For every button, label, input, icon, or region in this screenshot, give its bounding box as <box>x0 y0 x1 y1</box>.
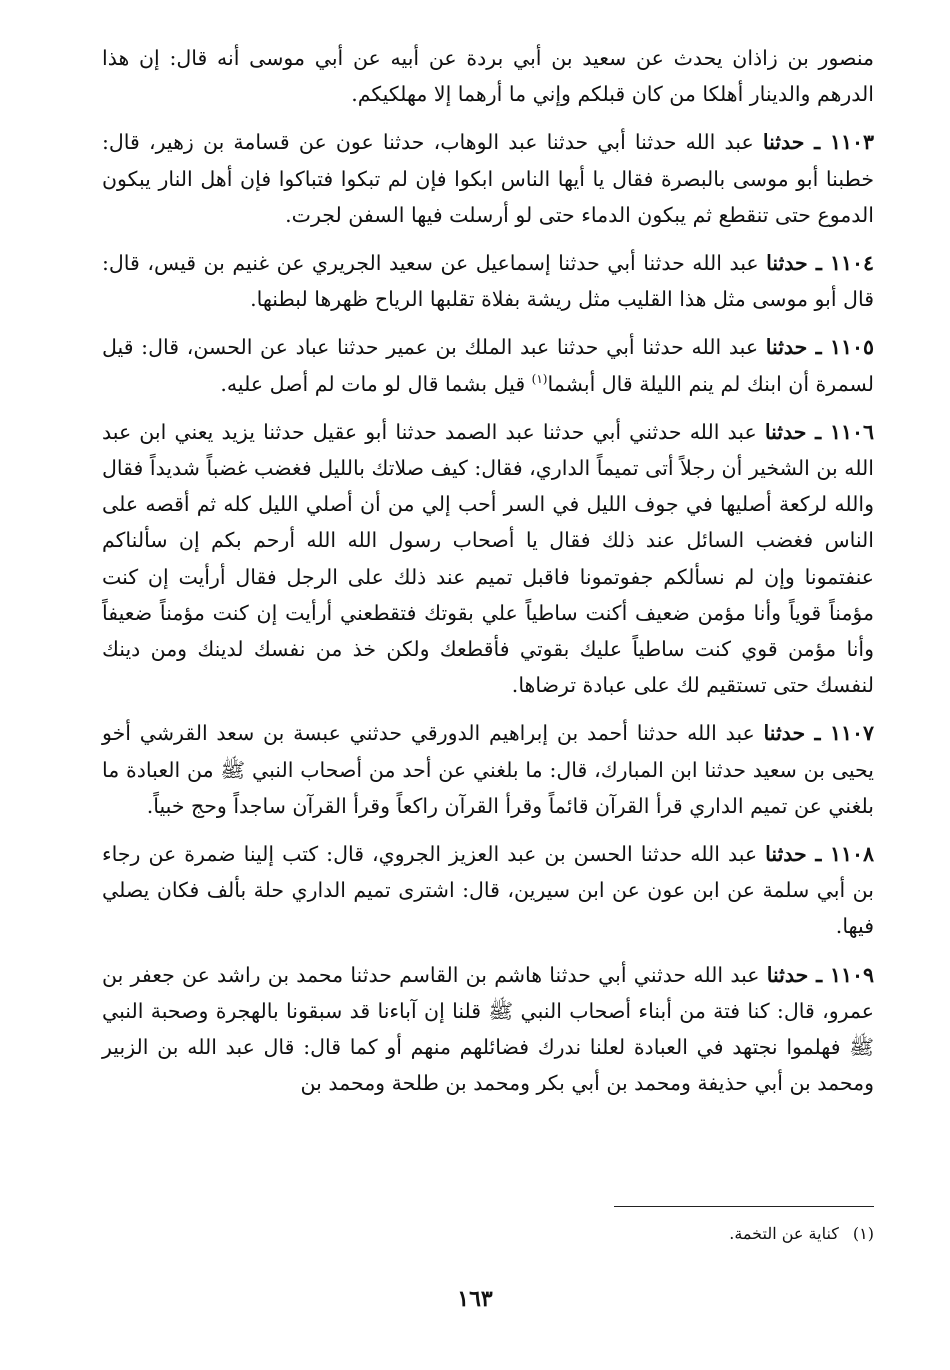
hadith-number-lead: ١١٠٨ ـ حدثنا <box>765 842 874 867</box>
footnote-divider <box>614 1206 874 1207</box>
hadith-1104 <box>102 245 874 317</box>
footnote-text: كناية عن التخمة. <box>729 1224 839 1243</box>
paragraph-text: عبد الله حدثنا الحسن بن عبد العزيز الجروي، قال: كتب إلينا ضمرة عن رجاء بن أبي سلمة عن ابن عون عن ابن سيرين، قال: اشترى تميم الداري حلة بألف فكان يصلي فيها. <box>102 842 874 939</box>
paragraph-text-before-note: عبد الله حدثنا أبي حدثنا عبد الملك بن عمير حدثنا عباد عن الحسن، قال: قيل لسمرة أن ابنك لم ينم الليلة قال أبشما <box>102 335 874 396</box>
hadith-number-lead: ١١٠٥ ـ حدثنا <box>765 335 874 360</box>
hadith-1103 <box>102 124 874 233</box>
hadith-1107 <box>102 715 874 824</box>
footnote-number: (١) <box>852 1224 874 1243</box>
paragraph-text-after-note: قيل بشما قال لو مات لم أصل عليه. <box>220 371 532 396</box>
paragraph-text: عبد الله حدثني أبي حدثنا عبد الصمد حدثنا أبو عقيل حدثنا يزيد يعني ابن عبد الله بن الشخير أن رجلاً أتى تميماً الداري، فقال: كيف صلاتك بالليل فغضب غضباً شديداً فقال والله لركعة أصليها في جوف الليل في السر أحب إلي من أن أصلي الليل كله ثم أقصه على الناس فغضب السائل عند ذلك فقال يا أصحاب رسول الله الله أرحم بكم إن سألناكم عنفتمونا وإن لم نسألكم جفوتمونا فاقبل تميم عند ذلك على الرجل فقال أرأيت إن كنت مؤمناً قوياً وأنا مؤمن ضعيف أكنت ساطياً علي بقوتك فتقطعني أرأيت إن كنت مؤمناً ضعيفاً وأنا مؤمن قوي كنت ساطياً عليك بقوتي فأقطعك ولكن خذ من نفسك لدينك ومن دينك لنفسك حتى تستقيم لك على عبادة ترضاها. <box>102 419 874 698</box>
hadith-number-lead: ١١٠٦ ـ حدثنا <box>764 419 874 444</box>
hadith-number-lead: ١١٠٩ ـ حدثنا <box>766 962 875 987</box>
paragraph-text: عبد الله حدثنا أحمد بن إبراهيم الدورقي حدثني عبسة بن سعد القرشي أخو يحيى بن سعيد حدثنا ابن المبارك، قال: ما بلغني عن أحد من أصحاب النبي ﷺ من العبادة ما بلغني عن تميم الداري قرأ القرآن قائماً وقرأ القرآن راكعاً وقرأ القرآن ساجداً وحج خبياً. <box>102 721 874 818</box>
footnote <box>102 1222 874 1246</box>
paragraph-text: عبد الله حدثنا أبي حدثنا إسماعيل عن سعيد الجريري عن غنيم بن قيس، قال: قال أبو موسى مثل هذا القليب مثل ريشة بفلاة تقلبها الرياح ظهرها لبطنها. <box>102 251 874 312</box>
paragraph-text: منصور بن زاذان يحدث عن سعيد بن أبي بردة عن أبيه عن أبي موسى أنه قال: إن هذا الدرهم والدينار أهلكا من كان قبلكم وإني ما أرهما إلا مهلكيكم. <box>102 46 874 107</box>
main-text <box>102 40 874 1113</box>
hadith-number-lead: ١١٠٤ ـ حدثنا <box>766 251 874 276</box>
page-number: ١٦٣ <box>457 1286 493 1312</box>
hadith-1105 <box>102 329 874 401</box>
paragraph-text: عبد الله حدثني أبي حدثنا هاشم بن القاسم حدثنا محمد بن راشد عن جعفر بن عمرو، قال: كنا فتة من أبناء أصحاب النبي ﷺ قلنا إن آباءنا قد سبقونا بالهجرة وصحبة النبي ﷺ فهلموا نجتهد في العبادة لعلنا ندرك فضائلهم منهم أو كما قال: قال عبد الله بن الزبير ومحمد بن أبي حذيفة ومحمد بن أبي بكر ومحمد بن طلحة ومحمد بن <box>102 962 874 1096</box>
hadith-1106 <box>102 414 874 704</box>
hadith-number-lead: ١١٠٣ ـ حدثنا <box>762 130 874 155</box>
hadith-1108 <box>102 836 874 945</box>
paragraph-text: عبد الله حدثنا أبي حدثنا عبد الوهاب، حدثنا عون عن قسامة بن زهير، قال: خطبنا أبو موسى بالبصرة فقال يا أيها الناس ابكوا فإن لم تبكوا فتباكوا فإن أهل النار يبكون الدموع حتى تنقطع ثم يبكون الدماء حتى لو أرسلت فيها السفن لجرت. <box>102 130 874 227</box>
footnote-reference[interactable]: (١) <box>531 371 548 386</box>
hadith-number-lead: ١١٠٧ ـ حدثنا <box>763 721 874 746</box>
paragraph-continuation <box>102 40 874 112</box>
hadith-1109 <box>102 957 874 1102</box>
